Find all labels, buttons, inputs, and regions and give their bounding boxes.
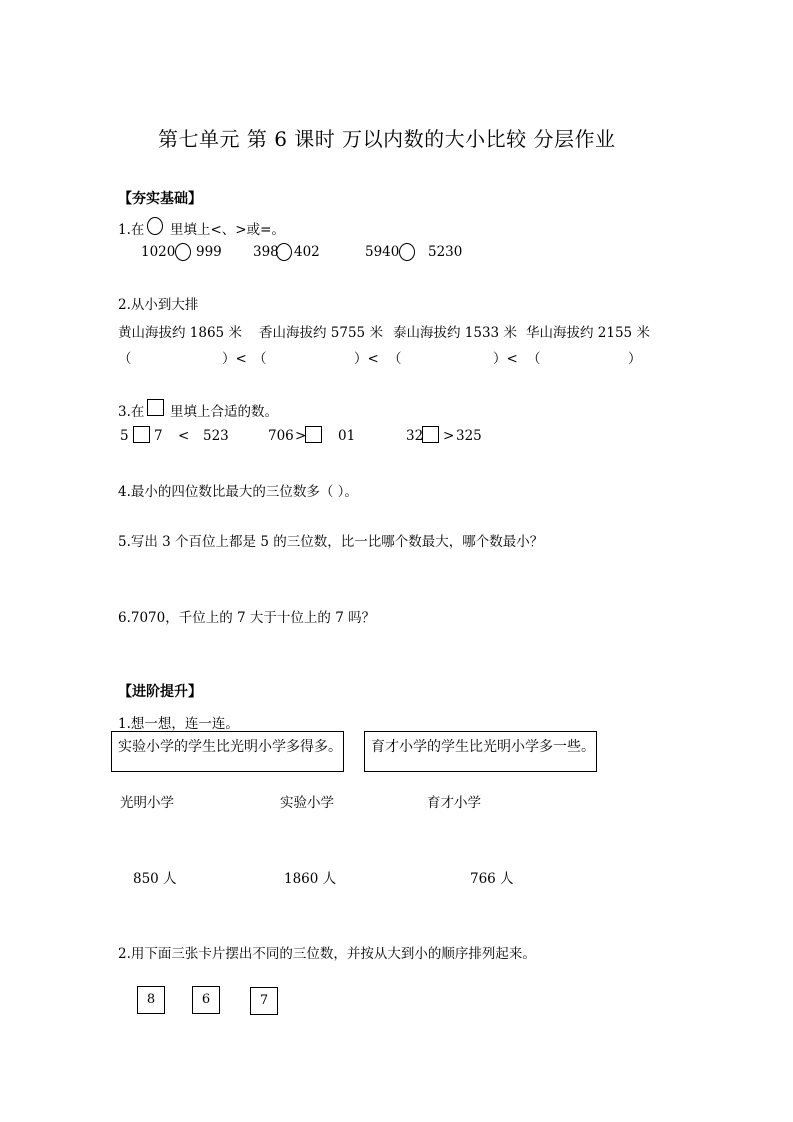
answer-blank-close: ）<	[222, 351, 247, 367]
q3-item: 7	[154, 428, 163, 444]
q1-item: 5230	[428, 244, 463, 260]
q2-prompt: 2.从小到大排	[118, 297, 199, 313]
matching-prompt: 1.想一想，连一连。	[118, 716, 239, 732]
q1-item: 999	[196, 244, 222, 260]
student-count: 850 人	[133, 871, 177, 887]
question-4: 4.最小的四位数比最大的三位数多（ ）。	[118, 484, 358, 500]
student-count: 1860 人	[284, 871, 337, 887]
answer-circle[interactable]	[276, 243, 292, 261]
statement-box-left: 实验小学的学生比光明小学多得多。	[111, 731, 344, 772]
q3-item: 706	[268, 428, 294, 444]
question-6: 6.7070，千位上的 7 大于十位上的 7 吗？	[118, 610, 376, 626]
q3-item: 01	[338, 428, 356, 444]
answer-circle-icon	[147, 217, 163, 235]
q1-item: 5940	[365, 244, 400, 260]
page-title: 第七单元 第 6 课时 万以内数的大小比较 分层作业	[158, 127, 616, 151]
answer-blank-open: （	[527, 351, 541, 367]
answer-square[interactable]	[133, 426, 150, 443]
school-label: 实验小学	[280, 795, 334, 811]
q3-item: 523	[203, 428, 229, 444]
q1-item: 402	[294, 244, 320, 260]
number-card: 8	[137, 986, 165, 1014]
answer-square[interactable]	[422, 426, 439, 443]
statement-box-right: 育才小学的学生比光明小学多一些。	[364, 731, 597, 772]
school-label: 光明小学	[120, 795, 174, 811]
answer-blank-open: （	[253, 351, 267, 367]
q3-item: 32	[406, 428, 424, 444]
q3-item: 325	[456, 428, 482, 444]
mountain-text: 泰山海拔约 1533 米	[393, 325, 517, 341]
answer-square[interactable]	[305, 426, 322, 443]
mountain-text: 黄山海拔约 1865 米	[118, 325, 242, 341]
answer-blank-open: （	[118, 351, 132, 367]
answer-blank-close: ）<	[493, 351, 518, 367]
q3-item: 5	[120, 428, 129, 444]
answer-circle[interactable]	[399, 243, 415, 261]
student-count: 766 人	[470, 871, 514, 887]
mountain-text: 华山海拔约 2155 米	[526, 325, 650, 341]
question-5: 5.写出 3 个百位上都是 5 的三位数，比一比哪个数最大，哪个数最小？	[118, 534, 544, 550]
q3-item: <	[178, 428, 190, 444]
answer-circle[interactable]	[175, 243, 191, 261]
number-card: 7	[250, 987, 278, 1015]
q3-item: >	[295, 428, 307, 444]
q1-instruction: 里填上<、>或=。	[170, 222, 285, 238]
cards-prompt: 2.用下面三张卡片摆出不同的三位数，并按从大到小的顺序排列起来。	[118, 946, 536, 962]
q3-prefix: 3.在	[118, 404, 145, 420]
q1-prefix: 1.在	[118, 222, 145, 238]
q3-item: >	[443, 428, 455, 444]
q1-item: 398	[253, 244, 279, 260]
answer-blank-close: ）<	[354, 351, 379, 367]
answer-square-icon	[147, 399, 164, 416]
number-card: 6	[192, 986, 220, 1014]
section-heading-advanced: 【进阶提升】	[118, 684, 202, 700]
q1-item: 1020	[141, 244, 176, 260]
mountain-text: 香山海拔约 5755 米	[259, 325, 383, 341]
answer-blank-close: ）	[628, 351, 642, 367]
section-heading-basic: 【夯实基础】	[118, 191, 202, 207]
answer-blank-open: （	[388, 351, 402, 367]
school-label: 育才小学	[427, 795, 481, 811]
q3-instruction: 里填上合适的数。	[170, 404, 278, 420]
